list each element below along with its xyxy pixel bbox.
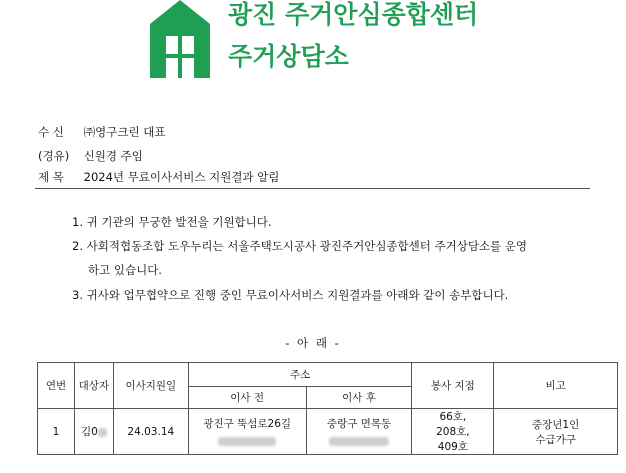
- col-header-address: 주소: [188, 363, 412, 387]
- paragraph-2: 2. 사회적협동조합 도우누리는 서울주택도시공사 광진주거안심종합센터 주거상담소를 운영: [72, 239, 528, 253]
- cell-person: [74, 409, 113, 455]
- cell-volunteer: [412, 409, 494, 455]
- org-name: 광진 주거안심종합센터: [228, 0, 479, 29]
- house-logo-icon: [148, 0, 212, 78]
- cell-before-text: 광진구 뚝섬로26길: [203, 418, 292, 430]
- subject-row: [38, 169, 279, 185]
- via-label: (경유): [38, 149, 70, 163]
- paragraph-2-cont: 하고 있습니다.: [88, 263, 162, 277]
- redacted-mark: [98, 428, 107, 437]
- cell-no: 1: [38, 409, 75, 455]
- via-row: [38, 148, 143, 164]
- cell-after: [306, 409, 412, 455]
- subject-value: 2024년 무료이사서비스 지원결과 알림: [83, 170, 280, 184]
- paragraph-3: 3. 귀사와 업무협약으로 진행 중인 무료이사서비스 지원결과를 아래와 같이 송부합니다.: [72, 288, 509, 302]
- redacted-mark: [189, 435, 306, 447]
- col-header-before: 이사 전: [188, 387, 306, 409]
- subject-label: 제 목: [38, 170, 64, 184]
- paragraph-1: 1. 귀 기관의 무궁한 발전을 기원합니다.: [72, 215, 272, 229]
- results-table: [37, 362, 618, 455]
- note-line-1: 중장년1인: [532, 418, 580, 431]
- volunteer-line-2: 208호,: [436, 426, 470, 438]
- table-row: [38, 409, 618, 455]
- cell-person-text: 김0: [80, 426, 98, 438]
- col-header-date: 이사지원일: [113, 363, 188, 409]
- col-header-person: 대상자: [74, 363, 113, 409]
- recipient-label: 수 신: [38, 125, 64, 139]
- cell-before: [188, 409, 306, 455]
- cell-date: 24.03.14: [113, 409, 188, 455]
- col-header-volunteer: 봉사 지점: [412, 363, 494, 409]
- recipient-value: ㈜영구크린 대표: [83, 125, 166, 139]
- col-header-note: 비고: [494, 363, 618, 409]
- cell-after-text: 중랑구 면목동: [326, 418, 392, 430]
- volunteer-line-1: 66호,: [439, 411, 467, 423]
- col-header-no: 연번: [38, 363, 75, 409]
- note-line-2: 수급가구: [535, 433, 576, 446]
- col-header-after: 이사 후: [306, 387, 412, 409]
- via-value: 신원경 주임: [83, 149, 143, 163]
- org-subname: 주거상담소: [228, 42, 349, 71]
- cell-note: [494, 409, 618, 455]
- header-divider: [35, 188, 590, 189]
- redacted-mark: [307, 435, 412, 447]
- recipient-row: [38, 124, 165, 140]
- volunteer-line-3: 409호: [437, 441, 468, 453]
- notice-heading: - 아 래 -: [285, 336, 341, 350]
